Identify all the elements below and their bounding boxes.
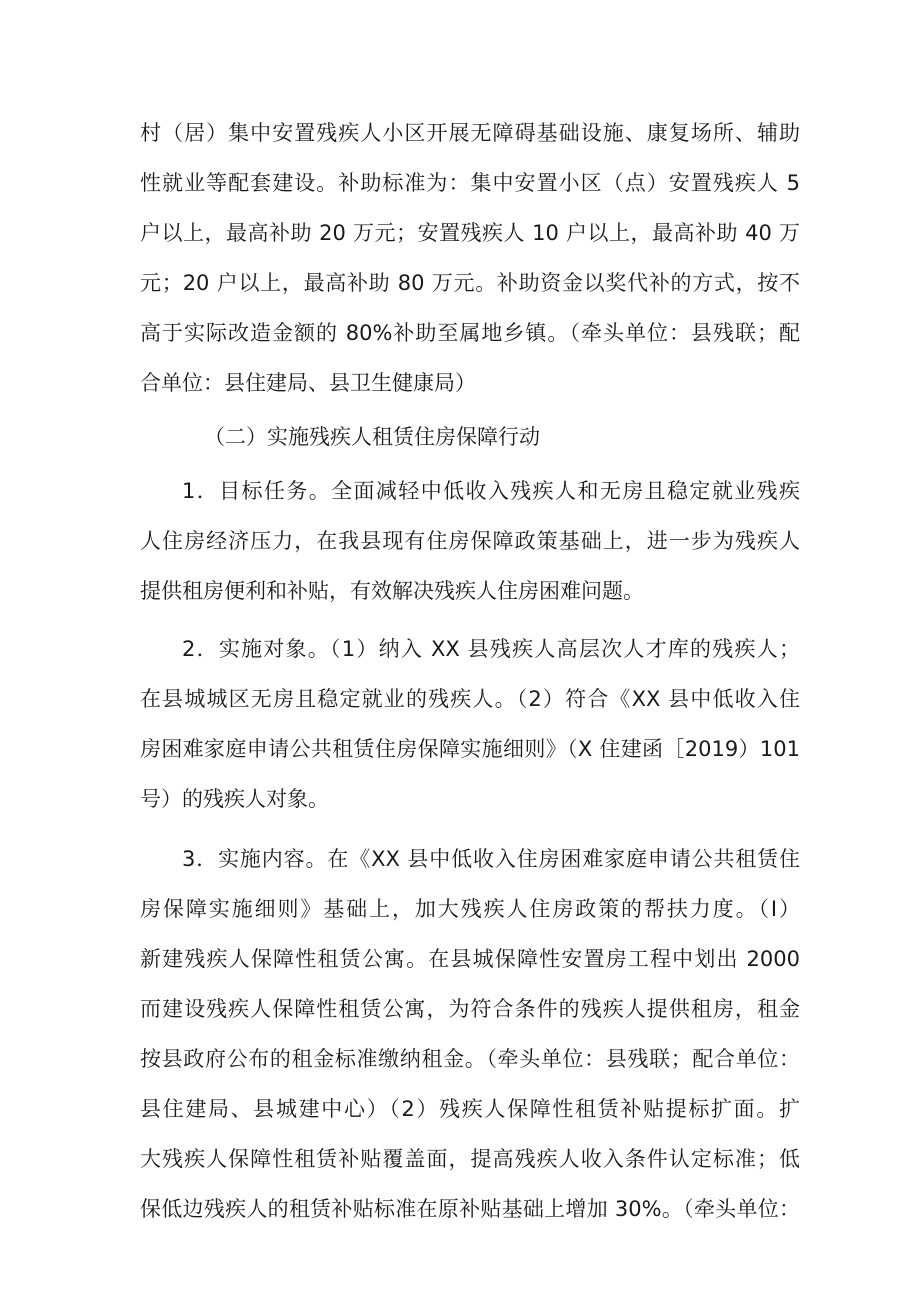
text-line: 性就业等配套建设。补助标准为：集中安置小区（点）安置残疾人 5	[140, 171, 800, 195]
text-line: 按县政府公布的租金标准缴纳租金。（牵头单位：县残联；配合单位：	[140, 1047, 800, 1071]
text-line: 合单位：县住建局、县卫生健康局）	[140, 371, 476, 395]
text-line: 村（居）集中安置残疾人小区开展无障碍基础设施、康复场所、辅助	[140, 121, 800, 145]
text-line: 元；20 户以上，最高补助 80 万元。补助资金以奖代补的方式，按不	[140, 271, 800, 295]
paragraph-first-line: 2．实施对象。（1）纳入 XX 县残疾人高层次人才库的残疾人；	[182, 637, 800, 661]
text-line: 大残疾人保障性租赁补贴覆盖面，提高残疾人收入条件认定标准；低	[140, 1147, 800, 1171]
text-line: 号）的残疾人对象。	[140, 787, 329, 811]
text-line: 而建设残疾人保障性租赁公寓，为符合条件的残疾人提供租房，租金	[140, 997, 800, 1021]
text-line: 保低边残疾人的租赁补贴标准在原补贴基础上增加 30%。（牵头单位：	[140, 1197, 800, 1221]
document-body	[140, 108, 800, 1234]
text-line: 县住建局、县城建中心）（2）残疾人保障性租赁补贴提标扩面。扩	[140, 1097, 800, 1121]
paragraph-first-line: 1．目标任务。全面减轻中低收入残疾人和无房且稳定就业残疾	[182, 479, 800, 503]
text-line: 户以上，最高补助 20 万元；安置残疾人 10 户以上，最高补助 40 万	[140, 221, 800, 245]
text-line: 房困难家庭申请公共租赁住房保障实施细则》（X 住建函［2019）101	[140, 737, 800, 761]
text-line: 人住房经济压力，在我县现有住房保障政策基础上，进一步为残疾人	[140, 529, 800, 553]
text-line: 高于实际改造金额的 80%补助至属地乡镇。（牵头单位：县残联；配	[140, 321, 800, 345]
text-line: 提供租房便利和补贴，有效解决残疾人住房困难问题。	[140, 579, 644, 603]
text-line: 房保障实施细则》基础上，加大残疾人住房政策的帮扶力度。（I）	[140, 897, 800, 921]
paragraph-first-line: 3．实施内容。在《XX 县中低收入住房困难家庭申请公共租赁住	[182, 847, 800, 871]
text-line: 新建残疾人保障性租赁公寓。在县城保障性安置房工程中划出 2000	[140, 947, 800, 971]
section-heading: （二）实施残疾人租赁住房保障行动	[204, 425, 540, 449]
text-line: 在县城城区无房且稳定就业的残疾人。（2）符合《XX 县中低收入住	[140, 687, 800, 711]
